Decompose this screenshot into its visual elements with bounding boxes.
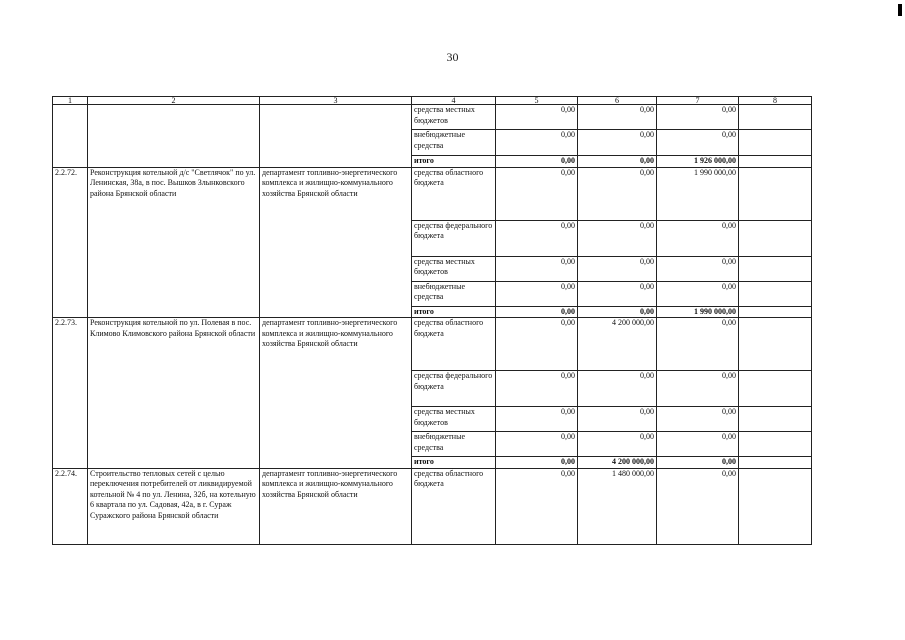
value-cell: 0,00	[496, 256, 578, 281]
value-cell: 0,00	[496, 457, 578, 469]
value-cell: 0,00	[657, 105, 739, 130]
empty-cell	[739, 156, 812, 168]
source-cell: средства федерального бюджета	[412, 371, 496, 407]
value-cell: 0,00	[578, 306, 657, 318]
source-cell: средства местных бюджетов	[412, 105, 496, 130]
table-row	[53, 105, 812, 130]
column-number-row	[53, 97, 812, 105]
value-cell: 0,00	[496, 318, 578, 371]
source-cell: внебюджетные средства	[412, 281, 496, 306]
value-cell: 0,00	[657, 468, 739, 544]
empty-cell	[739, 468, 812, 544]
value-cell: 1 926 000,00	[657, 156, 739, 168]
value-cell: 0,00	[657, 130, 739, 156]
name-cell: Реконструкция котельной д/с "Светлячок" по ул. Ленинская, 38а, в пос. Вышков Злынковского района Брянской области	[88, 167, 260, 318]
source-cell: средства местных бюджетов	[412, 256, 496, 281]
value-cell: 0,00	[496, 130, 578, 156]
name-cell: Реконструкция котельной по ул. Полевая в пос. Климово Климовского района Брянской области	[88, 318, 260, 469]
name-cell: Строительство тепловых сетей с целью переключения потребителей от ликвидируемой котельной № 4 по ул. Ленина, 32б, на котельную 6 квартала по ул. Садовая, 42а, в г. Сураж Суражского района Брянской области	[88, 468, 260, 544]
code-cell: 2.2.72.	[53, 167, 88, 318]
value-cell: 0,00	[657, 407, 739, 432]
column-header: 3	[260, 97, 412, 105]
value-cell: 0,00	[496, 407, 578, 432]
value-cell: 0,00	[578, 105, 657, 130]
table-row	[53, 318, 812, 371]
empty-cell	[739, 432, 812, 457]
value-cell: 0,00	[657, 220, 739, 256]
empty-cell	[739, 306, 812, 318]
value-cell: 0,00	[657, 318, 739, 371]
source-cell: внебюджетные средства	[412, 130, 496, 156]
value-cell: 0,00	[496, 281, 578, 306]
value-cell: 0,00	[496, 105, 578, 130]
column-header: 8	[739, 97, 812, 105]
value-cell: 0,00	[496, 306, 578, 318]
empty-cell	[739, 371, 812, 407]
empty-cell	[739, 318, 812, 371]
value-cell: 0,00	[496, 468, 578, 544]
source-cell: средства областного бюджета	[412, 468, 496, 544]
value-cell: 0,00	[657, 281, 739, 306]
scan-edge-mark	[898, 4, 902, 16]
empty-cell	[739, 407, 812, 432]
value-cell: 1 990 000,00	[657, 167, 739, 220]
executor-cell: департамент топливно-энергетического комплекса и жилищно-коммунального хозяйства Брянской области	[260, 167, 412, 318]
executor-cell	[260, 105, 412, 168]
value-cell: 0,00	[578, 130, 657, 156]
value-cell: 1 480 000,00	[578, 468, 657, 544]
value-cell: 0,00	[496, 167, 578, 220]
executor-cell: департамент топливно-энергетического комплекса и жилищно-коммунального хозяйства Брянской области	[260, 318, 412, 469]
code-cell: 2.2.74.	[53, 468, 88, 544]
value-cell: 0,00	[578, 167, 657, 220]
empty-cell	[739, 256, 812, 281]
code-cell: 2.2.73.	[53, 318, 88, 469]
value-cell: 0,00	[578, 156, 657, 168]
empty-cell	[739, 105, 812, 130]
source-cell: средства областного бюджета	[412, 318, 496, 371]
value-cell: 4 200 000,00	[578, 318, 657, 371]
value-cell: 0,00	[657, 432, 739, 457]
value-cell: 0,00	[578, 281, 657, 306]
value-cell: 0,00	[578, 371, 657, 407]
empty-cell	[739, 281, 812, 306]
total-label: итого	[412, 156, 496, 168]
column-header: 2	[88, 97, 260, 105]
empty-cell	[739, 220, 812, 256]
executor-cell: департамент топливно-энергетического комплекса и жилищно-коммунального хозяйства Брянской области	[260, 468, 412, 544]
value-cell: 0,00	[657, 256, 739, 281]
value-cell: 0,00	[657, 457, 739, 469]
total-label: итого	[412, 306, 496, 318]
value-cell: 0,00	[578, 407, 657, 432]
value-cell: 4 200 000,00	[578, 457, 657, 469]
column-header: 1	[53, 97, 88, 105]
source-cell: средства федерального бюджета	[412, 220, 496, 256]
column-header: 6	[578, 97, 657, 105]
code-cell	[53, 105, 88, 168]
value-cell: 1 990 000,00	[657, 306, 739, 318]
page-number: 30	[446, 50, 459, 64]
column-header: 4	[412, 97, 496, 105]
value-cell: 0,00	[496, 156, 578, 168]
empty-cell	[739, 130, 812, 156]
value-cell: 0,00	[496, 432, 578, 457]
value-cell: 0,00	[578, 220, 657, 256]
table-row	[53, 468, 812, 544]
value-cell: 0,00	[578, 256, 657, 281]
name-cell	[88, 105, 260, 168]
source-cell: средства местных бюджетов	[412, 407, 496, 432]
total-label: итого	[412, 457, 496, 469]
column-header: 7	[657, 97, 739, 105]
empty-cell	[739, 167, 812, 220]
value-cell: 0,00	[496, 220, 578, 256]
source-cell: средства областного бюджета	[412, 167, 496, 220]
budget-table	[52, 96, 812, 545]
empty-cell	[739, 457, 812, 469]
source-cell: внебюджетные средства	[412, 432, 496, 457]
value-cell: 0,00	[496, 371, 578, 407]
table-row	[53, 167, 812, 220]
column-header: 5	[496, 97, 578, 105]
value-cell: 0,00	[657, 371, 739, 407]
value-cell: 0,00	[578, 432, 657, 457]
